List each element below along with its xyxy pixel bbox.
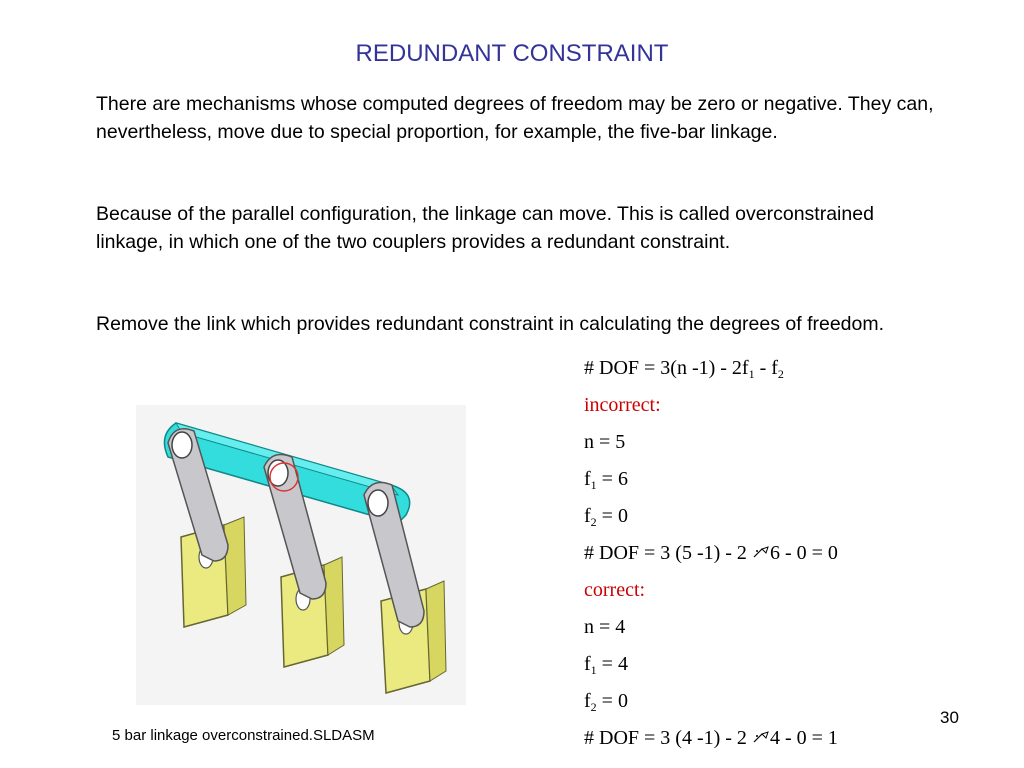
correct-dof-pre: # DOF = 3 (4 -1) - 2 [584, 727, 747, 749]
incorrect-f2-sub: 2 [590, 515, 597, 529]
incorrect-dof-post: 6 - 0 = 0 [769, 542, 838, 564]
slide-title: REDUNDANT CONSTRAINT [355, 40, 669, 67]
incorrect-f2-var: f [584, 505, 591, 527]
correct-label: correct: [584, 579, 646, 601]
incorrect-f2-val: = 0 [596, 505, 628, 527]
correct-dof-post: 4 - 0 = 1 [769, 727, 838, 749]
incorrect-f1 [584, 461, 1004, 498]
paragraph-intro: There are mechanisms whose computed degrees of freedom may be zero or negative. They can, nevertheless, move due to special proportion, for example, the five-bar linkage. [96, 93, 934, 143]
multiplication-glyph-icon [752, 728, 770, 746]
formula-mid: - f [754, 357, 778, 379]
incorrect-f2 [584, 498, 1004, 535]
dof-formula [584, 350, 1004, 387]
incorrect-dof-pre: # DOF = 3 (5 -1) - 2 [584, 542, 747, 564]
five-bar-linkage-illustration [136, 405, 466, 705]
formula-lhs: # DOF = 3(n -1) - 2f [584, 357, 749, 379]
formula-sub1: 1 [748, 367, 755, 381]
equations-block [584, 350, 1004, 757]
incorrect-label: incorrect: [584, 394, 661, 416]
correct-f2-var: f [584, 690, 591, 712]
incorrect-n: n = 5 [584, 431, 626, 453]
correct-f1-var: f [584, 653, 591, 675]
incorrect-f1-var: f [584, 468, 591, 490]
correct-f1-val: = 4 [596, 653, 628, 675]
paragraph-parallel: Because of the parallel configuration, the linkage can move. This is called overconstrained linkage, in which one of the two couplers provides a redundant constraint. [96, 203, 874, 253]
formula-sub2: 2 [777, 367, 784, 381]
correct-f2-val: = 0 [596, 690, 628, 712]
incorrect-f1-sub: 1 [590, 478, 597, 492]
correct-n: n = 4 [584, 616, 626, 638]
correct-f1-sub: 1 [590, 663, 597, 677]
paragraph-remove-link: Remove the link which provides redundant constraint in calculating the degrees of freedom. [96, 313, 885, 335]
figure-caption: 5 bar linkage overconstrained.SLDASM [112, 727, 375, 744]
correct-f1 [584, 646, 1004, 683]
correct-f2-sub: 2 [590, 700, 597, 714]
incorrect-f1-val: = 6 [596, 468, 628, 490]
page-number: 30 [940, 708, 959, 727]
incorrect-dof [584, 535, 1004, 572]
multiplication-glyph-icon [752, 543, 770, 561]
